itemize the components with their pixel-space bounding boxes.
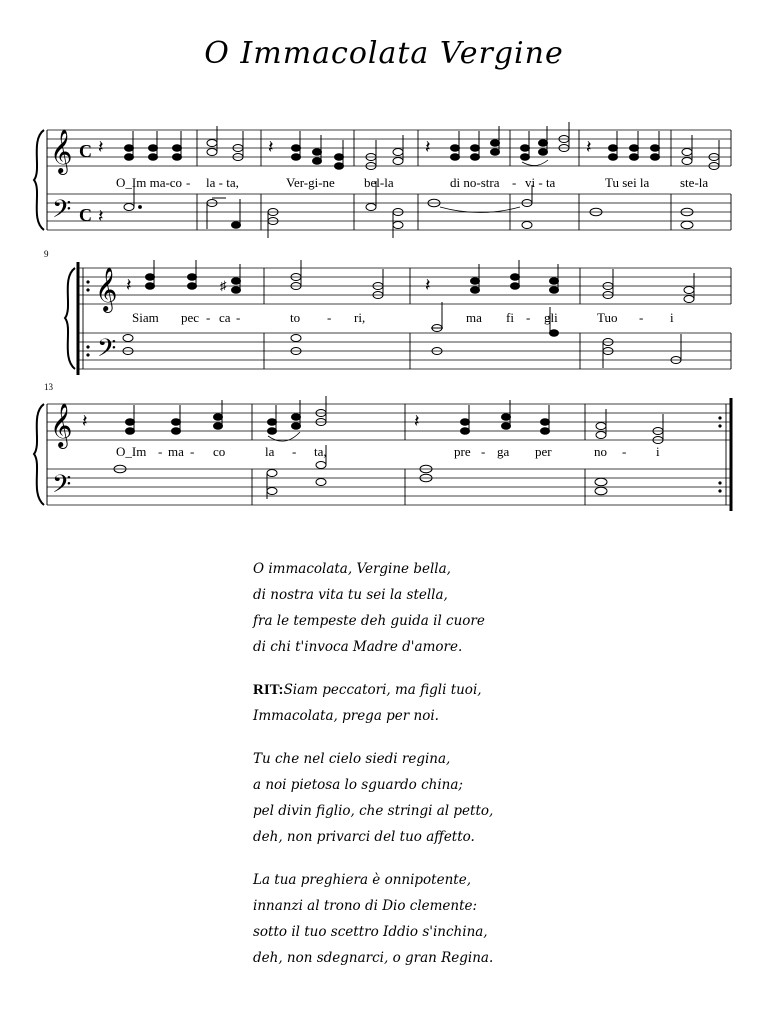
treble-notes <box>82 396 663 444</box>
refrain-text: Siam peccatori, ma figli tuoi, <box>283 682 482 698</box>
lyric-syllable: - <box>186 175 191 190</box>
lyric-syllable: co <box>213 444 226 459</box>
lyric-syllable: - <box>481 444 486 459</box>
lyric-syllable: - <box>512 175 517 190</box>
lyric-syllable: - <box>206 310 211 325</box>
lyric-syllable: vi - ta <box>525 175 556 190</box>
quarter-rest-icon: 𝄽 <box>126 275 132 295</box>
lyric-syllable: per <box>535 444 552 459</box>
quarter-rest-icon: 𝄽 <box>268 137 274 157</box>
bass-clef-icon: 𝄢 <box>97 335 117 368</box>
verses-text <box>253 556 713 988</box>
verse-line: a noi pietosa lo sguardo china; <box>253 777 463 793</box>
verse-line: O immacolata, Vergine bella, <box>253 561 451 577</box>
verse-line <box>253 677 713 703</box>
brace <box>34 130 44 230</box>
lyric-syllable: Tuo <box>597 310 618 325</box>
lyric-syllable: ste-la <box>680 175 709 190</box>
lyric-syllable: - <box>526 310 531 325</box>
quarter-rest-icon: 𝄽 <box>425 137 431 157</box>
treble-staff <box>78 268 731 304</box>
lyric-syllable: - <box>327 310 332 325</box>
system-1 <box>34 122 731 238</box>
stanza-2 <box>253 746 713 850</box>
brace <box>34 404 44 505</box>
lyric-syllable: pre <box>454 444 471 459</box>
refrain-label: RIT: <box>253 682 284 698</box>
lyric-syllable: O_Im <box>116 444 147 459</box>
lyric-syllable: i <box>656 444 660 459</box>
quarter-rest-icon: 𝄽 <box>414 411 420 431</box>
lyric-syllable: ri, <box>354 310 366 325</box>
quarter-rest-icon: 𝄽 <box>98 206 104 226</box>
lyric-syllable: Siam <box>132 310 159 325</box>
lyric-syllable: no <box>594 444 607 459</box>
quarter-rest-icon: 𝄽 <box>82 411 88 431</box>
bass-notes <box>114 445 607 499</box>
lyric-syllable: - <box>639 310 644 325</box>
page-title: O Immacolata Vergine <box>204 36 564 71</box>
lyric-syllable: - <box>622 444 627 459</box>
lyric-syllable: pec <box>181 310 200 325</box>
bass-staff <box>78 333 731 369</box>
lyric-syllable: bel-la <box>364 175 394 190</box>
verse-line: pel divin figlio, che stringi al petto, <box>253 803 494 819</box>
verse-line: sotto il tuo scettro Iddio s'inchina, <box>253 924 488 940</box>
lyric-syllable: O_Im ma-co <box>116 175 183 190</box>
treble-clef-icon: 𝄞 <box>50 405 73 447</box>
verse-line: innanzi al trono di Dio clemente: <box>253 898 478 914</box>
system-3 <box>34 382 731 511</box>
barlines <box>264 268 731 369</box>
verse-line: di nostra vita tu sei la stella, <box>253 587 448 603</box>
brace <box>65 268 75 369</box>
lyric-syllable: di no-stra <box>450 175 500 190</box>
treble-staff <box>47 404 731 440</box>
quarter-rest-icon: 𝄽 <box>98 137 104 157</box>
stanza-1 <box>253 556 713 660</box>
lyrics-line <box>132 310 674 325</box>
lyric-syllable: gli <box>544 310 558 325</box>
lyrics-line <box>116 444 660 459</box>
verse-line: di chi t'invoca Madre d'amore. <box>253 639 463 655</box>
bass-staff <box>47 469 731 505</box>
stanza-refrain <box>253 677 713 729</box>
lyric-syllable: Ver-gi-ne <box>286 175 335 190</box>
lyric-syllable: ga <box>497 444 510 459</box>
lyric-syllable: ma <box>168 444 184 459</box>
treble-notes <box>98 122 719 170</box>
quarter-rest-icon: 𝄽 <box>586 137 592 157</box>
verse-line: deh, non privarci del tuo affetto. <box>253 829 475 845</box>
quarter-rest-icon: 𝄽 <box>425 275 431 295</box>
lyric-syllable: - <box>190 444 195 459</box>
lyric-syllable: ca <box>219 310 231 325</box>
lyric-syllable: la - ta, <box>206 175 239 190</box>
time-signature-common: C <box>79 205 92 225</box>
lyric-syllable: to <box>290 310 301 325</box>
verse-line: fra le tempeste deh guida il cuore <box>253 613 485 629</box>
verse-line: Tu che nel cielo siedi regina, <box>253 751 451 767</box>
lyric-syllable: - <box>292 444 297 459</box>
lyric-syllable: Tu sei la <box>605 175 650 190</box>
repeat-end-barline <box>726 398 731 511</box>
lyric-syllable: fi <box>506 310 514 325</box>
sharp-icon: ♯ <box>220 278 227 293</box>
stanza-3 <box>253 867 713 971</box>
bass-clef-icon: 𝄢 <box>52 471 72 504</box>
bass-staff <box>47 194 731 230</box>
treble-clef-icon: 𝄞 <box>95 269 118 311</box>
lyric-syllable: la <box>265 444 275 459</box>
bass-clef-icon: 𝄢 <box>52 196 72 229</box>
lyric-syllable: ta, <box>314 444 327 459</box>
verse-line: Immacolata, prega per noi. <box>253 708 439 724</box>
treble-clef-icon: 𝄞 <box>50 131 73 173</box>
lyric-syllable: ma <box>466 310 482 325</box>
verse-line: deh, non sdegnarci, o gran Regina. <box>253 950 494 966</box>
lyric-syllable: i <box>670 310 674 325</box>
system-2 <box>44 249 731 375</box>
lyric-syllable: - <box>158 444 163 459</box>
time-signature-common: C <box>79 141 92 161</box>
lyric-syllable: - <box>236 310 241 325</box>
lyrics-line <box>116 175 708 190</box>
verse-line: La tua preghiera è onnipotente, <box>253 872 471 888</box>
measure-number: 13 <box>44 382 53 392</box>
measure-number: 9 <box>44 249 49 259</box>
